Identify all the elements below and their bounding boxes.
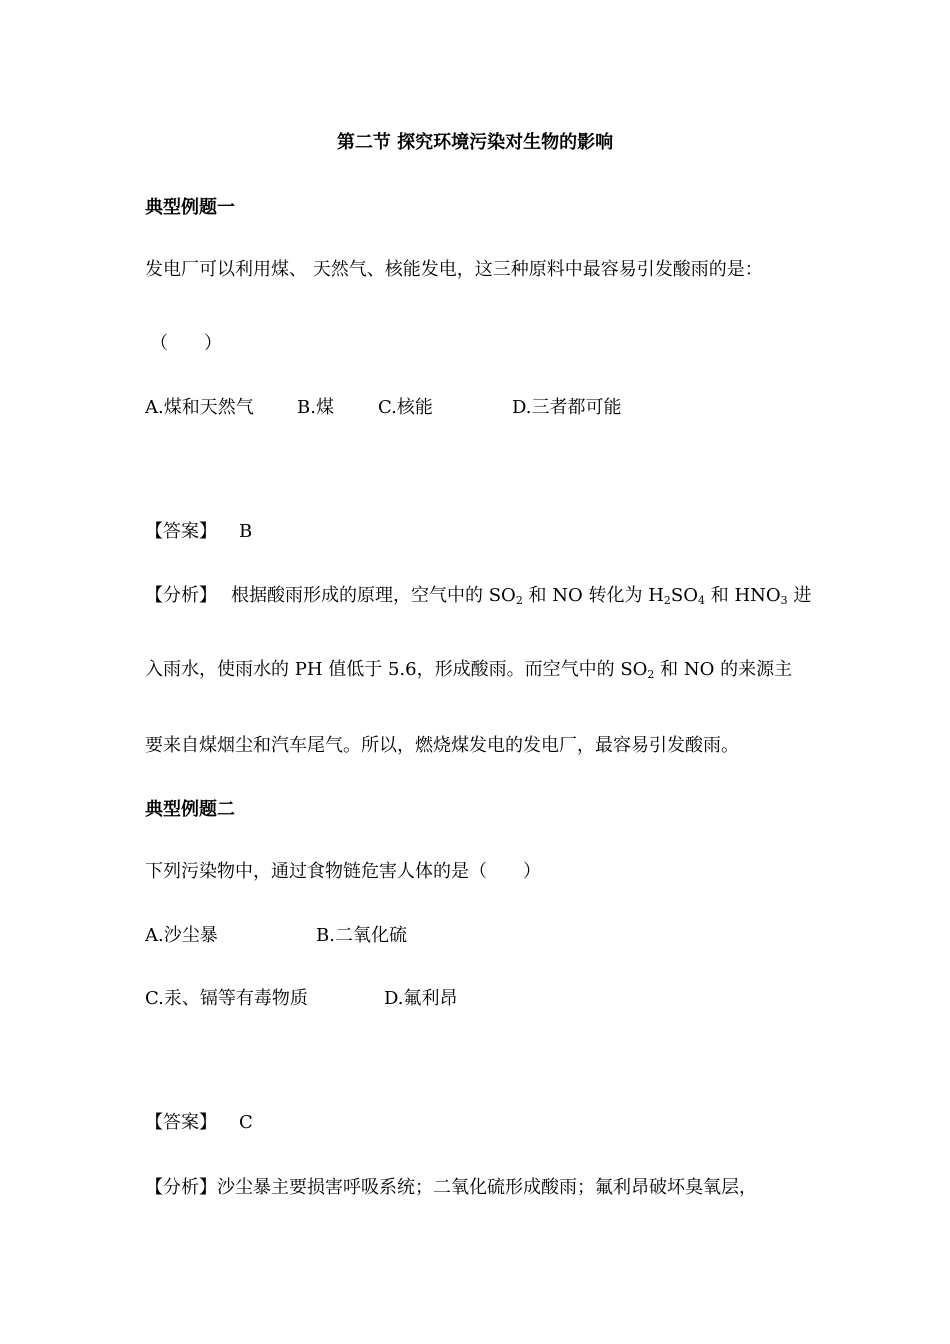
example1-analysis-line-3: 要来自煤烟尘和汽车尾气。所以，燃烧煤发电的发电厂，最容易引发酸雨。: [145, 735, 739, 756]
analysis-label: 【分析】: [145, 1177, 217, 1198]
example1-analysis-line-2: 入雨水，使雨水的 PH 值低于 5.6，形成酸雨。而空气中的 $SO_2$ 和 NO 的来源主: [145, 659, 793, 681]
example2-question: 下列污染物中，通过食物链危害人体的是（ ）: [145, 861, 541, 882]
example1-answer: [145, 520, 252, 544]
example2-option-b: B.二氧化硫: [316, 925, 407, 946]
answer-value: C: [239, 1112, 253, 1133]
answer-value: B: [239, 521, 253, 542]
example1-option-a: A.煤和天然气: [145, 397, 254, 418]
section-title: 第二节 探究环境污染对生物的影响: [336, 132, 614, 153]
example2-option-c: C.汞、镉等有毒物质: [145, 988, 308, 1009]
example1-heading: 典型例题一: [145, 197, 235, 218]
example2-heading: 典型例题二: [145, 799, 235, 820]
example1-analysis-line-1: 【分析】 根据酸雨形成的原理，空气中的 $SO_2$ 和 NO 转化为 $H_2SO_4$ 和 $HNO_3$ 进: [145, 585, 812, 607]
example2-option-a: A.沙尘暴: [145, 925, 218, 946]
example2-answer: [145, 1111, 253, 1135]
example1-question: 发电厂可以利用煤、 天然气、核能发电，这三种原料中最容易引发酸雨的是：: [145, 259, 763, 280]
example1-option-b: B.煤: [297, 397, 334, 418]
answer-label: 【答案】: [145, 1112, 217, 1133]
example1-option-d: D.三者都可能: [512, 397, 622, 418]
example2-option-d: D.氟利昂: [384, 988, 458, 1009]
example2-analysis: 【分析】沙尘暴主要损害呼吸系统；二氧化硫形成酸雨；氟利昂破坏臭氧层，: [145, 1177, 757, 1198]
example1-option-c: C.核能: [378, 397, 433, 418]
answer-label: 【答案】: [145, 521, 217, 542]
example1-blank: （ ）: [150, 333, 222, 354]
analysis-label: 【分析】: [145, 585, 217, 606]
